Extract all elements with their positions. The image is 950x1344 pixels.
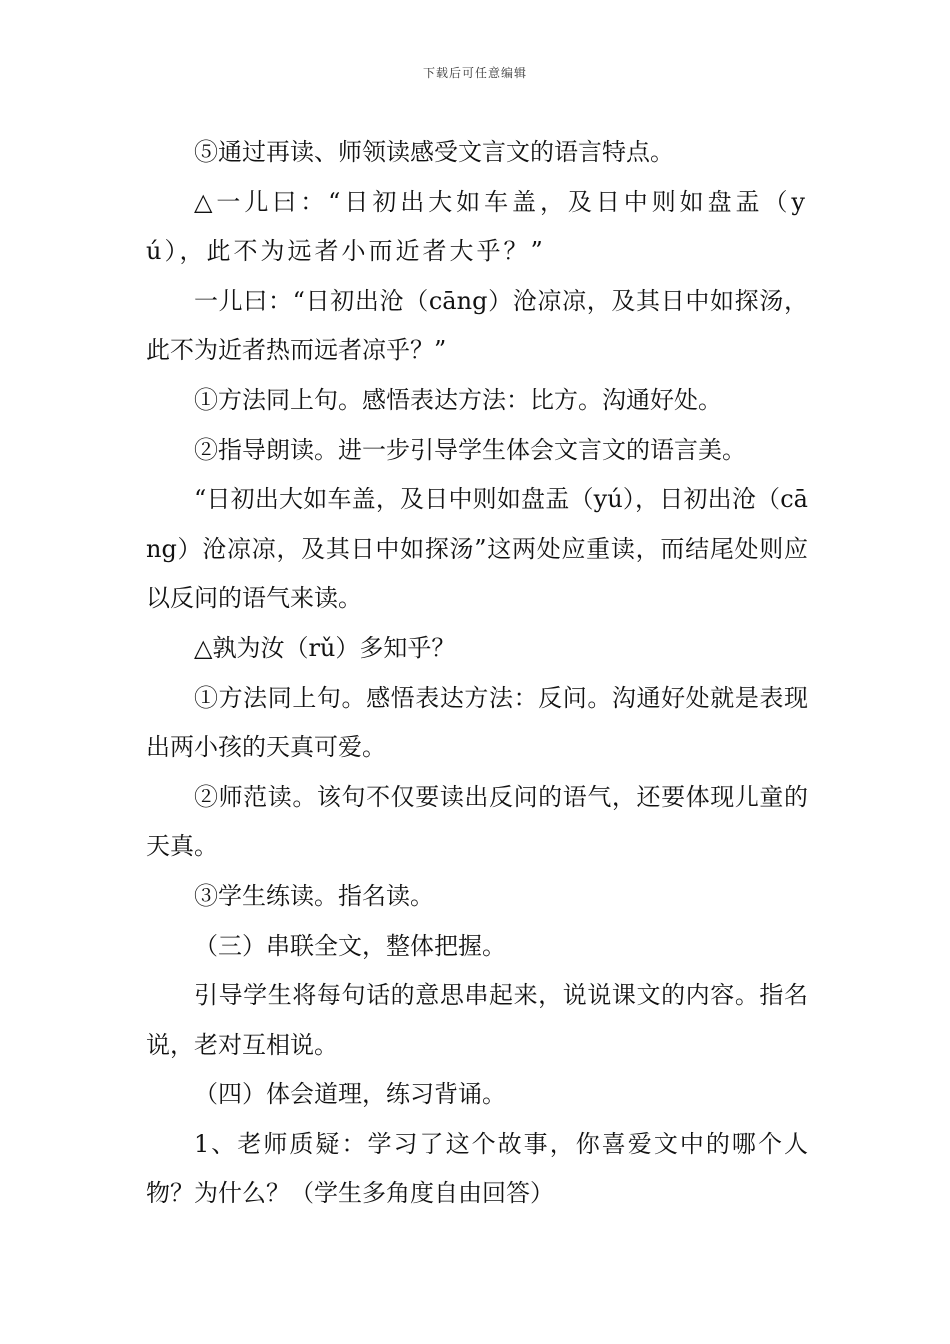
paragraph-12: 引导学生将每句话的意思串起来，说说课文的内容。指名说，老对互相说。 [146, 981, 808, 1059]
paragraph-8: ①方法同上句。感悟表达方法：反问。沟通好处就是表现出两小孩的天真可爱。 [146, 683, 808, 762]
page-header: 下载后可任意编辑 [422, 66, 527, 80]
document-body [146, 128, 808, 1219]
paragraph-10: ③学生练读。指名读。 [194, 881, 434, 910]
paragraph-14: 1、老师质疑：学习了这个故事，你喜爱文中的哪个人物？为什么？（学生多角度自由回答） [146, 1129, 808, 1208]
paragraph-2: △一儿曰：“日初出大如车盖，及日中则如盘盂（yú），此不为远者小而近者大乎？” [146, 187, 808, 266]
paragraph-3: 一儿曰：“日初出沧（cāng）沧凉凉，及其日中如探汤，此不为近者热而远者凉乎？” [146, 286, 808, 365]
paragraph-13: （四）体会道理，练习背诵。 [194, 1080, 506, 1109]
paragraph-7: △孰为汝（rǔ）多知乎？ [194, 633, 456, 662]
paragraph-9: ②师范读。该句不仅要读出反问的语气，还要体现儿童的天真。 [146, 782, 808, 861]
paragraph-11: （三）串联全文，整体把握。 [194, 931, 506, 960]
paragraph-5: ②指导朗读。进一步引导学生体会文言文的语言美。 [194, 435, 746, 464]
paragraph-1: ⑤通过再读、师领读感受文言文的语言特点。 [194, 138, 674, 166]
paragraph-6: “日初出大如车盖，及日中则如盘盂（yú），日初出沧（cāng）沧凉凉，及其日中如探汤”这两处应重读，而结尾处则应以反问的语气来读。 [146, 485, 808, 613]
paragraph-4: ①方法同上句。感悟表达方法：比方。沟通好处。 [194, 385, 722, 414]
